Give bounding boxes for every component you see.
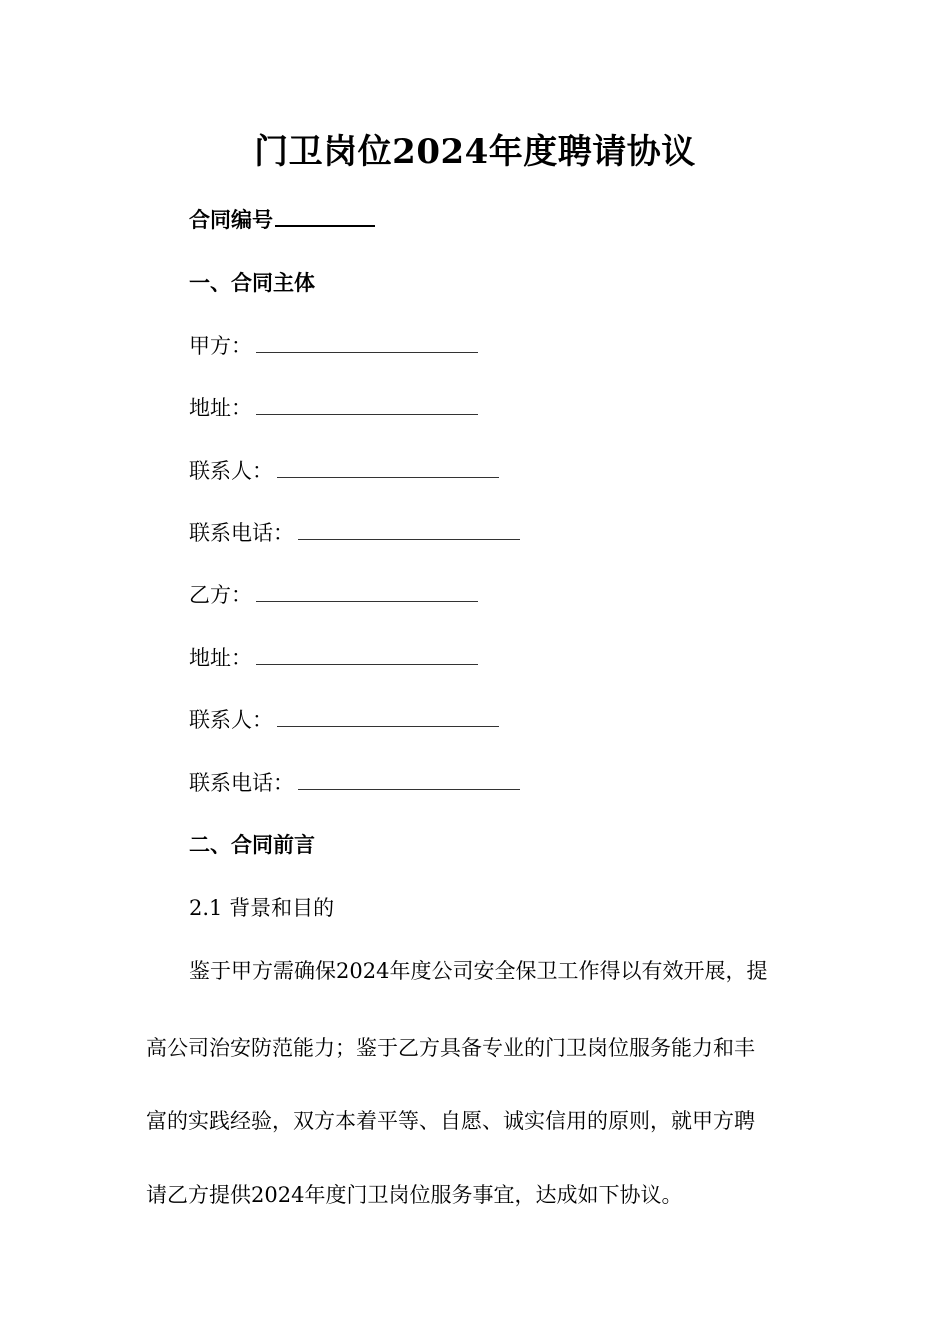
party-b-address-row — [189, 643, 478, 673]
section-1-heading: 一、合同主体 — [189, 270, 315, 295]
document-title: 门卫岗位2024年度聘请协议 — [254, 132, 696, 172]
party-a-address-row — [189, 393, 478, 423]
party-b-phone-blank[interactable] — [298, 769, 520, 790]
contract-number-row — [189, 205, 375, 235]
party-b-label: 乙方： — [189, 583, 252, 607]
party-b-blank[interactable] — [256, 581, 478, 602]
party-a-address-label: 地址： — [189, 396, 252, 420]
party-a-contact-row — [189, 456, 499, 486]
party-a-row — [189, 331, 478, 361]
party-b-contact-label: 联系人： — [189, 708, 273, 732]
party-a-contact-label: 联系人： — [189, 459, 273, 483]
preface-line-3: 富的实践经验，双方本着平等、自愿、诚实信用的原则，就甲方聘 — [146, 1109, 755, 1133]
party-a-phone-row — [189, 518, 520, 548]
party-a-phone-label: 联系电话： — [189, 521, 294, 545]
preface-line-1: 鉴于甲方需确保2024年度公司安全保卫工作得以有效开展，提 — [189, 959, 768, 983]
contract-number-blank[interactable] — [275, 205, 375, 227]
party-b-address-label: 地址： — [189, 646, 252, 670]
section-2-heading: 二、合同前言 — [189, 832, 315, 857]
party-b-row — [189, 580, 478, 610]
party-a-blank[interactable] — [256, 332, 478, 353]
party-b-contact-row — [189, 705, 499, 735]
party-a-contact-blank[interactable] — [277, 457, 499, 478]
preface-line-4: 请乙方提供2024年度门卫岗位服务事宜，达成如下协议。 — [146, 1183, 683, 1207]
party-b-contact-blank[interactable] — [277, 706, 499, 727]
contract-number-label: 合同编号 — [189, 207, 273, 232]
party-a-phone-blank[interactable] — [298, 519, 520, 540]
party-b-phone-label: 联系电话： — [189, 771, 294, 795]
preface-line-2: 高公司治安防范能力；鉴于乙方具备专业的门卫岗位服务能力和丰 — [146, 1036, 755, 1060]
party-b-phone-row — [189, 768, 520, 798]
party-a-address-blank[interactable] — [256, 394, 478, 415]
party-a-label: 甲方： — [189, 334, 252, 358]
section-2-1-heading: 2.1 背景和目的 — [189, 896, 335, 920]
party-b-address-blank[interactable] — [256, 644, 478, 665]
